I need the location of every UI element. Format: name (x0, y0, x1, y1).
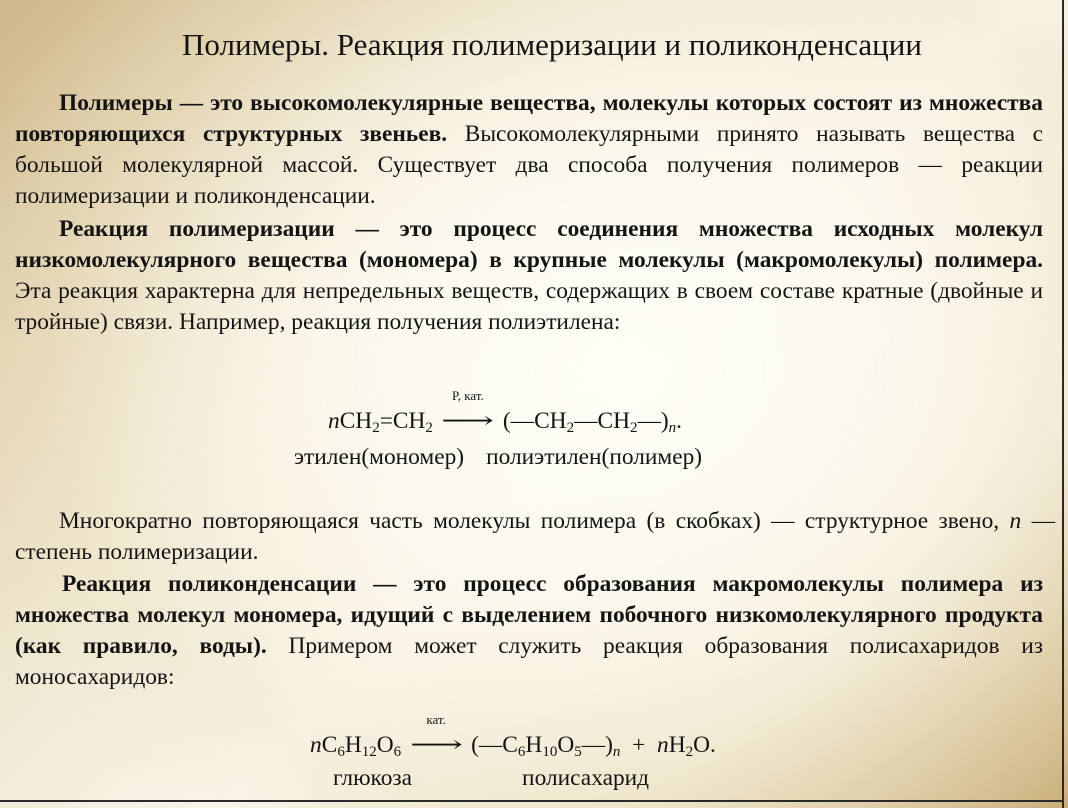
page-title: Полимеры. Реакция полимеризации и поликонденсации (182, 27, 922, 62)
eq1-subscript: 2 (629, 420, 638, 436)
eq2-element: O (376, 732, 394, 758)
eq2-coefficient: n (310, 732, 322, 758)
eq2-subscript: 6 (517, 744, 526, 760)
eq2-coefficient: n (657, 732, 669, 758)
paragraph-polymerization (15, 214, 1043, 338)
eq1-reactant-a: CH (339, 408, 373, 434)
eq1-subscript: 2 (372, 420, 380, 436)
eq2-element: H (344, 732, 362, 758)
structural-unit-text-end: — степень полимеризации. (15, 508, 1055, 565)
polycondensation-definition-bold: Реакция поликонденсации — это процесс образования макромолекулы полимера из множества молекул мономера, идущий с выделением побочного низкомолекулярного продукта (как правило, воды). (15, 571, 1043, 659)
eq2-subscript-n: n (612, 744, 621, 760)
eq2-subscript: 5 (574, 744, 582, 760)
eq2-subscript: 6 (337, 744, 345, 760)
polysaccharide-caption: полисахарид (522, 765, 650, 791)
polysaccharide-equation (310, 712, 716, 760)
eq1-product: (—CH (502, 408, 567, 434)
degree-symbol: n (1009, 508, 1022, 534)
glucose-caption: глюкоза (333, 765, 413, 791)
eq1-end: . (676, 408, 683, 434)
polymerization-definition-text: Эта реакция характерна для непредельных веществ, содержащих в своем составе кратные (двойные и тройные) связи. Например, реакция получения полиэтилена: (15, 278, 1043, 335)
eq2-water: O. (693, 732, 716, 758)
polyethylene-equation (328, 388, 683, 436)
eq2-product: (—C (471, 732, 518, 758)
eq1-product: —CH (574, 408, 630, 434)
eq1-coefficient: n (328, 408, 340, 434)
eq2-element: C (321, 732, 338, 758)
eq2-plus: + (632, 732, 646, 758)
eq2-product: O (557, 732, 575, 758)
eq2-subscript: 6 (393, 744, 402, 760)
eq2-subscript: 12 (361, 744, 377, 760)
polysaccharide-equation-captions (333, 763, 649, 793)
polymerization-definition-bold: Реакция полимеризации — это процесс соединения множества исходных молекул низкомолекулярного вещества (мономера) в крупные молекулы (макромолекулы) полимера. (15, 216, 1043, 273)
eq1-subscript-n: n (668, 420, 677, 436)
paragraph-polymers-definition (15, 88, 1043, 212)
paragraph-structural-unit (15, 506, 1055, 568)
eq1-subscript: 2 (425, 420, 433, 436)
structural-unit-text: Многократно повторяющаяся часть молекулы полимера (в скобках) — структурное звено, (59, 508, 1010, 534)
polymer-caption: полиэтилен(полимер) (486, 444, 703, 470)
eq1-subscript: 2 (566, 420, 575, 436)
reaction-arrow: кат. ⟶ (405, 730, 467, 760)
eq1-condition: P, кат. (451, 388, 484, 403)
eq1-double-bond: =CH (379, 408, 426, 434)
paragraph-polycondensation (15, 569, 1043, 693)
eq2-product: H (525, 732, 543, 758)
polymers-definition-text: Высокомолекулярными принято называть вещества с большой молекулярной массой. Существует два способа получения полимеров — реакции полимеризации и поликонденсации. (15, 121, 1043, 209)
polyethylene-equation-captions (294, 442, 702, 472)
slide-bottom-border (0, 800, 1064, 802)
eq1-product: —) (637, 408, 669, 434)
monomer-caption: этилен(мономер) (294, 444, 465, 470)
reaction-arrow: P, кат. ⟶ (437, 406, 499, 436)
polymers-definition-bold: Полимеры — это высокомолекулярные вещества, молекулы которых состоят из множества повторяющихся структурных звеньев. (15, 90, 1043, 147)
eq2-subscript: 10 (542, 744, 558, 760)
polycondensation-definition-text: Примером может служить реакция образования полисахаридов из моносахаридов: (15, 633, 1043, 690)
eq2-product: —) (581, 732, 613, 758)
eq2-condition: кат. (426, 712, 446, 727)
slide-right-border (1062, 0, 1064, 808)
eq2-water: H (668, 732, 686, 758)
eq2-subscript: 2 (685, 744, 694, 760)
